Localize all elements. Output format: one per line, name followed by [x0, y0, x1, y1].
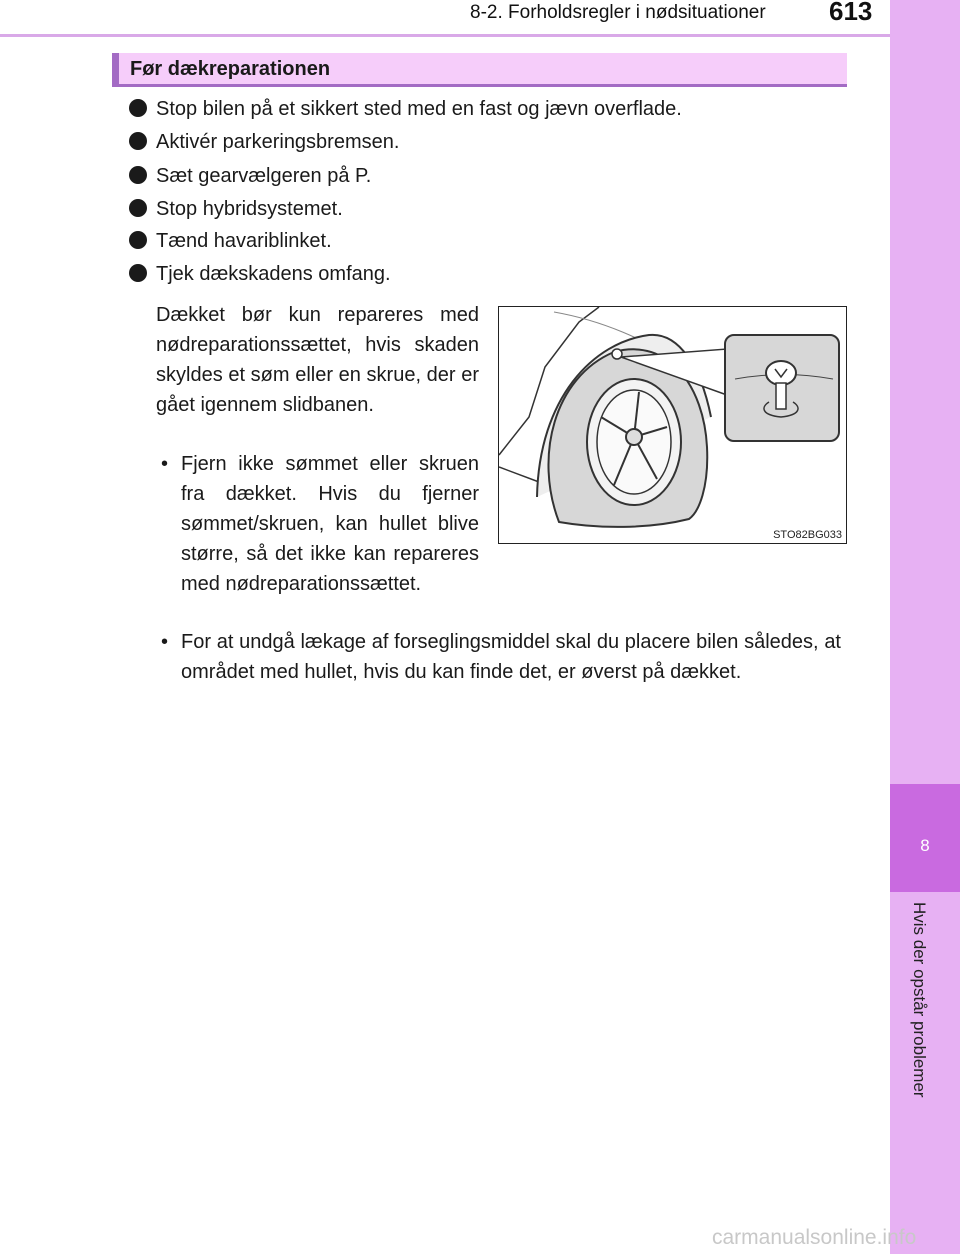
- bullet-text: Tænd havariblinket.: [156, 230, 332, 252]
- note-text: Fjern ikke sømmet eller skruen fra dækket. Hvis du fjerner sømmet/skruen, kan hullet blive større, så det ikke kan repareres med nødreparationssættet.: [181, 453, 479, 595]
- watermark: carmanualsonline.info: [712, 1226, 917, 1249]
- bullet-dot-icon: [129, 231, 147, 249]
- chapter-number: 8: [920, 836, 930, 855]
- flat-tire-illustration: [498, 306, 847, 544]
- side-chapter-marker: [890, 784, 960, 892]
- header-title: 8-2. Forholdsregler i nødsituationer: [470, 2, 766, 23]
- bullet-item: [129, 130, 399, 154]
- bullet-text: Aktivér parkeringsbremsen.: [156, 131, 400, 153]
- bullet-text: Tjek dækskadens omfang.: [156, 263, 391, 285]
- bullet-dot-icon: [129, 199, 147, 217]
- note-bullet: •: [161, 631, 169, 653]
- bullet-item: [129, 197, 343, 221]
- chapter-label: Hvis der opstår problemer: [910, 902, 929, 1098]
- bullet-text: Stop bilen på et sikkert sted med en fast og jævn overflade.: [156, 98, 682, 120]
- bullet-dot-icon: [129, 99, 147, 117]
- note-item: [161, 449, 479, 599]
- section-title: Før dækreparationen: [130, 58, 331, 80]
- bullet-item: [129, 262, 391, 286]
- note-text: For at undgå lækage af forseglingsmiddel skal du placere bilen således, at området med hullet, hvis du kan finde det, er øverst på dækket.: [181, 631, 841, 683]
- bullet-item: [129, 164, 371, 188]
- section-header: [112, 53, 847, 87]
- header-rule: [0, 34, 890, 37]
- note-bullet: •: [161, 453, 169, 475]
- bullet-item: [129, 97, 682, 121]
- flat-tire-with-screw-icon: [499, 307, 847, 544]
- bullet-dot-icon: [129, 166, 147, 184]
- note-item: [161, 627, 841, 687]
- bullet-text: Sæt gearvælgeren på P.: [156, 165, 372, 187]
- body-paragraph: Dækket bør kun repareres med nødreparationssættet, hvis skaden skyldes et søm eller en skrue, der er gået igennem slidbanen.: [156, 304, 479, 416]
- bullet-dot-icon: [129, 264, 147, 282]
- illustration-code: STO82BG033: [773, 529, 842, 541]
- bullet-text: Stop hybridsystemet.: [156, 198, 343, 220]
- page-number: 613: [829, 0, 873, 26]
- bullet-dot-icon: [129, 132, 147, 150]
- bullet-item: [129, 229, 332, 253]
